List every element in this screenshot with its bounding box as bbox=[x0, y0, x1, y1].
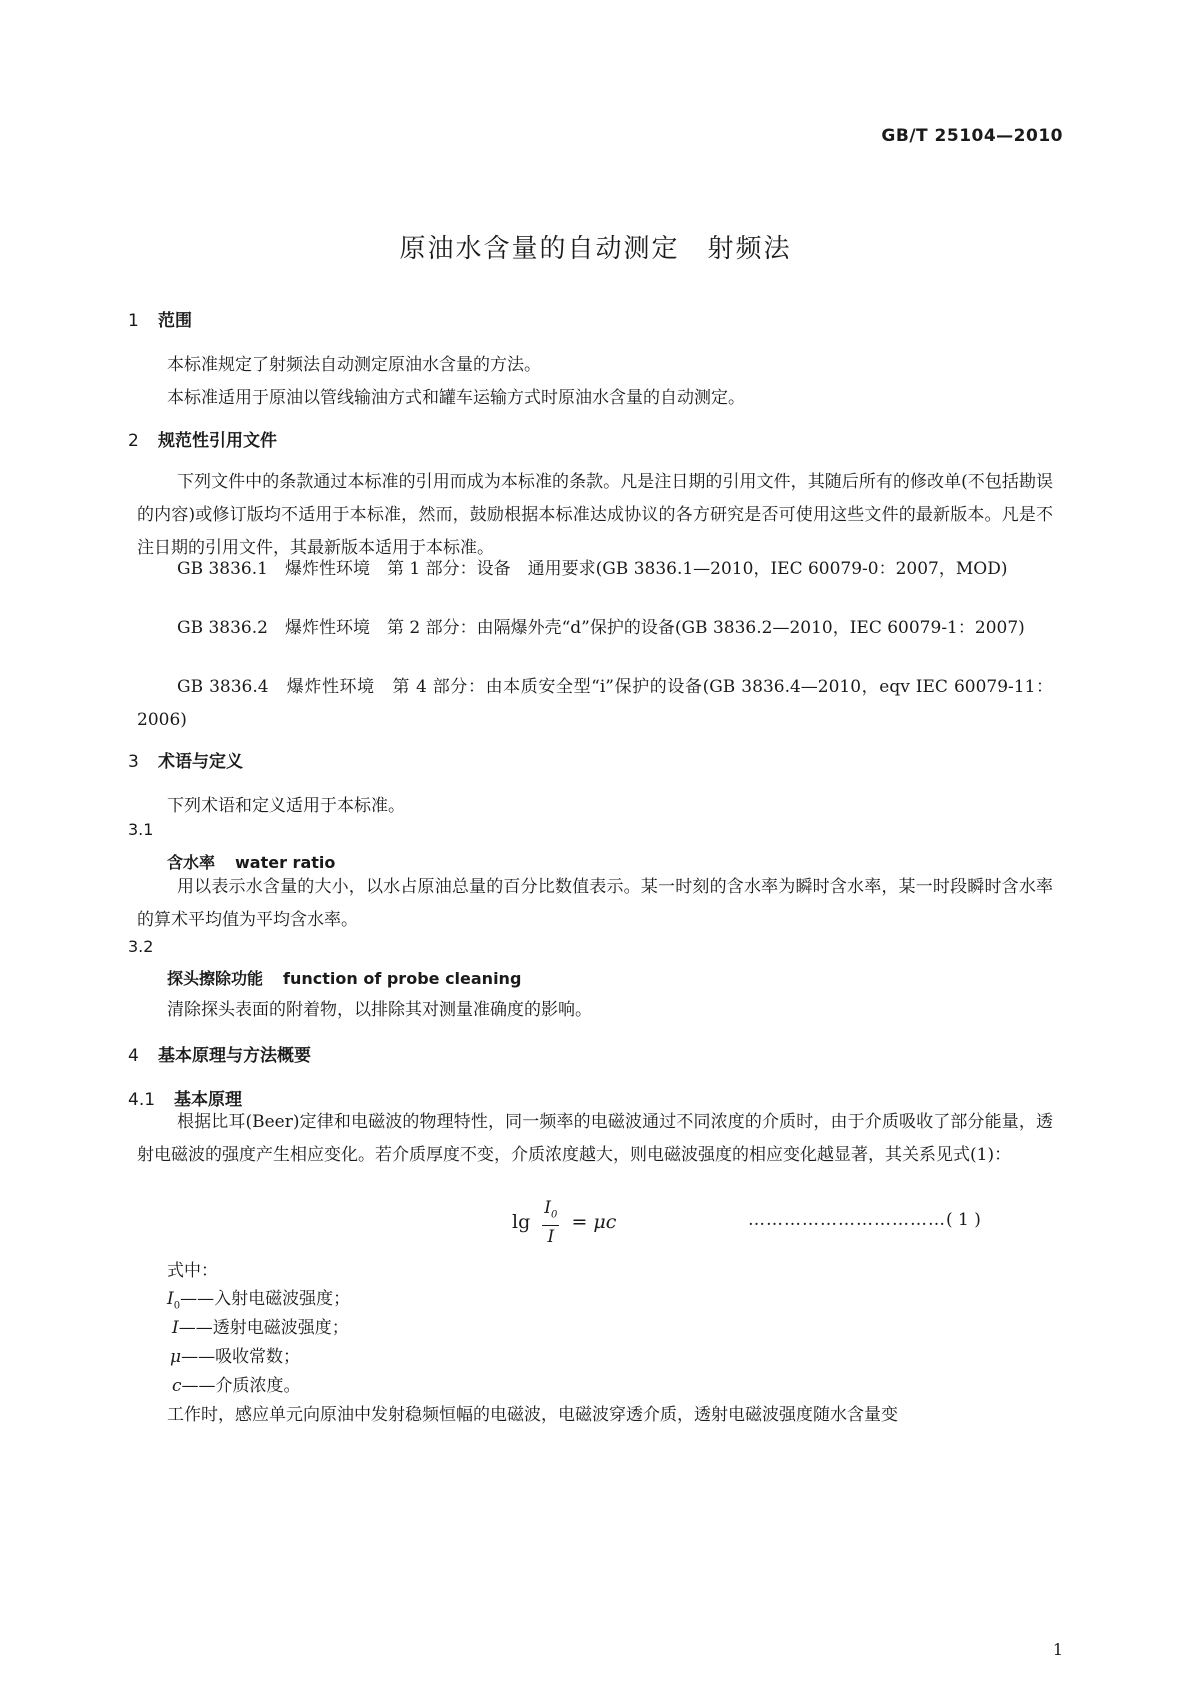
term-heading bbox=[167, 966, 521, 989]
paragraph: 本标准规定了射频法自动测定原油水含量的方法。 bbox=[167, 355, 541, 375]
paragraph: 根据比耳(Beer)定律和电磁波的物理特性，同一频率的电磁波通过不同浓度的介质时，由于介质吸收了部分能量，透射电磁波的强度产生相应变化。若介质厚度不变，介质浓度越大，则电磁波强度的相应变化越显著，其关系见式(1)： bbox=[137, 1112, 1053, 1165]
paragraph: 本标准适用于原油以管线输油方式和罐车运输方式时原油水含量的自动测定。 bbox=[167, 388, 745, 408]
symbol: c bbox=[172, 1376, 182, 1396]
standard-code: GB/T 25104—2010 bbox=[881, 126, 1063, 146]
symbol: μ bbox=[170, 1347, 182, 1367]
subsection-title: 基本原理 bbox=[174, 1090, 242, 1110]
symbol-text: ——透射电磁波强度； bbox=[178, 1318, 349, 1338]
symbol: I bbox=[167, 1289, 174, 1309]
subsection-number: 4.1 bbox=[128, 1090, 156, 1110]
paragraph: 工作时，感应单元向原油中发射稳频恒幅的电磁波，电磁波穿透介质，透射电磁波强度随水含量变 bbox=[167, 1405, 898, 1425]
section-2-heading bbox=[128, 426, 277, 451]
symbol-definition bbox=[172, 1313, 349, 1338]
section-3-heading bbox=[128, 747, 243, 772]
paragraph: 下列术语和定义适用于本标准。 bbox=[167, 796, 405, 816]
section-title: 范围 bbox=[158, 311, 192, 331]
normative-reference: GB 3836.1 爆炸性环境 第 1 部分：设备 通用要求(GB 3836.1—2010，IEC 60079-0：2007，MOD) bbox=[177, 559, 1008, 579]
formula-number bbox=[748, 1210, 981, 1230]
symbol-text: ——入射电磁波强度； bbox=[180, 1289, 351, 1309]
section-title: 术语与定义 bbox=[158, 752, 243, 772]
formula-rhs: = μc bbox=[571, 1211, 617, 1234]
formula-numerator: I bbox=[544, 1198, 552, 1218]
normative-reference: GB 3836.2 爆炸性环境 第 2 部分：由隔爆外壳“d”保护的设备(GB 3836.2—2010，IEC 60079-1：2007) bbox=[177, 618, 1025, 638]
section-1-heading bbox=[128, 306, 192, 331]
leader-dots: …………………………… bbox=[748, 1210, 946, 1230]
section-number: 4 bbox=[128, 1046, 139, 1066]
equation-number: ( 1 ) bbox=[946, 1210, 981, 1230]
symbol-subscript: 0 bbox=[173, 1300, 181, 1312]
section-4-heading bbox=[128, 1041, 311, 1066]
symbol: I bbox=[172, 1318, 179, 1338]
symbol-text: ——介质浓度。 bbox=[181, 1376, 301, 1396]
symbol-definition bbox=[172, 1371, 301, 1396]
where-label: 式中： bbox=[167, 1261, 218, 1281]
section-title: 规范性引用文件 bbox=[158, 431, 277, 451]
term-definition: 用以表示水含量的大小，以水占原油总量的百分比数值表示。某一时刻的含水率为瞬时含水率，某一时段瞬时含水率的算术平均值为平均含水率。 bbox=[137, 877, 1053, 930]
term-chinese: 含水率 bbox=[167, 853, 216, 872]
section-title: 基本原理与方法概要 bbox=[158, 1046, 311, 1066]
term-number: 3.2 bbox=[128, 937, 154, 956]
term-english: water ratio bbox=[235, 853, 336, 872]
document-title: 原油水含量的自动测定 射频法 bbox=[399, 234, 792, 264]
section-number: 2 bbox=[128, 431, 139, 451]
page-number: 1 bbox=[1052, 1640, 1063, 1659]
paragraph: 下列文件中的条款通过本标准的引用而成为本标准的条款。凡是注日期的引用文件，其随后所有的修改单(不包括勘误的内容)或修订版均不适用于本标准，然而，鼓励根据本标准达成协议的各方研究是否可使用这些文件的最新版本。凡是不注日期的引用文件，其最新版本适用于本标准。 bbox=[137, 472, 1053, 558]
section-number: 1 bbox=[128, 311, 139, 331]
formula-denominator: I bbox=[547, 1227, 555, 1248]
symbol-definition bbox=[167, 1284, 350, 1311]
term-english: function of probe cleaning bbox=[283, 969, 522, 988]
formula-fraction bbox=[542, 1198, 559, 1248]
symbol-definition bbox=[170, 1342, 300, 1367]
term-number: 3.1 bbox=[128, 820, 154, 839]
formula bbox=[512, 1198, 616, 1248]
term-definition: 清除探头表面的附着物，以排除其对测量准确度的影响。 bbox=[167, 1000, 592, 1020]
term-heading bbox=[167, 850, 335, 873]
symbol-text: ——吸收常数； bbox=[181, 1347, 301, 1367]
term-chinese: 探头擦除功能 bbox=[167, 969, 264, 988]
normative-reference: GB 3836.4 爆炸性环境 第 4 部分：由本质安全型“i”保护的设备(GB 3836.4—2010，eqv IEC 60079-11：2006) bbox=[137, 677, 1053, 730]
formula-lg: lg bbox=[512, 1211, 531, 1234]
formula-numerator-subscript: 0 bbox=[551, 1209, 558, 1221]
section-number: 3 bbox=[128, 752, 139, 772]
